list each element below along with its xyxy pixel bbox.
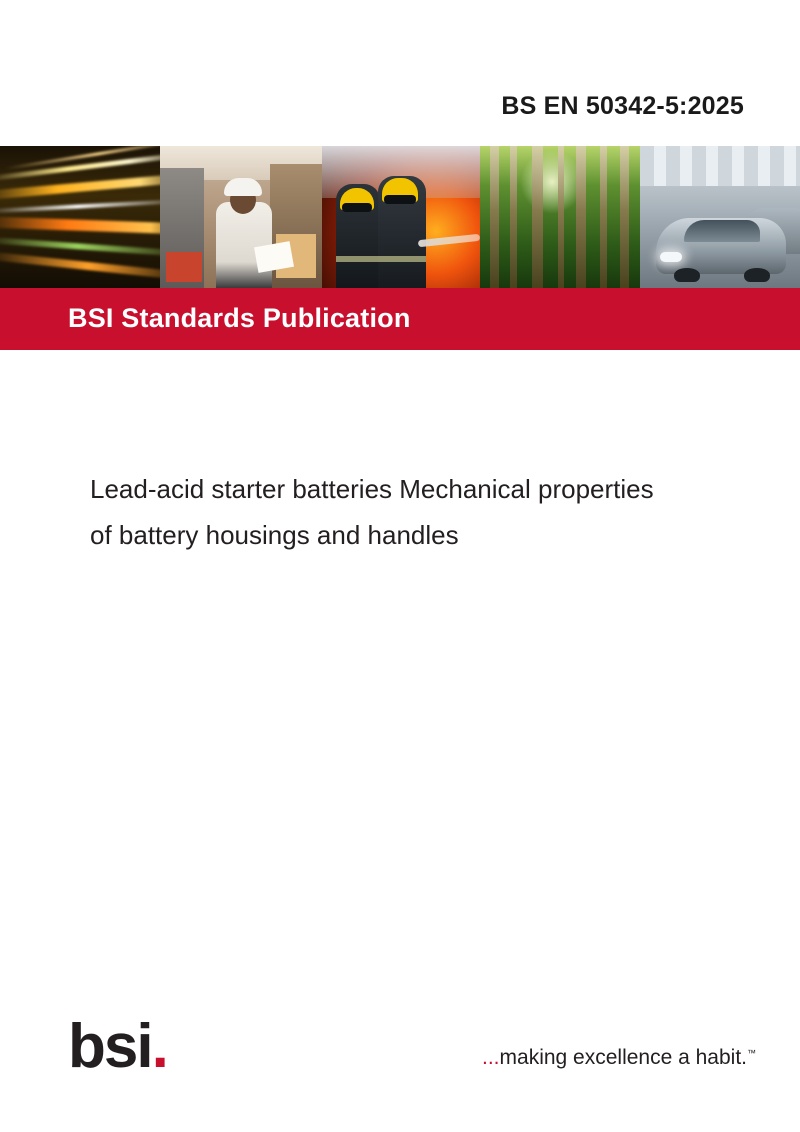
photo-firefighters: [322, 146, 480, 288]
photo-light-trails: [0, 146, 160, 288]
tagline-text: making excellence a habit.: [499, 1046, 747, 1069]
cover-photo-strip: [0, 146, 800, 288]
photo-forest: [480, 146, 640, 288]
tagline-leading-dots: ...: [482, 1046, 500, 1069]
bsi-logo-wordmark: bsi: [68, 1012, 152, 1081]
standard-number: BS EN 50342-5:2025: [501, 92, 744, 120]
page-title-line-2: of battery housings and handles: [90, 520, 459, 550]
bsi-logo-dot: .: [151, 1012, 167, 1081]
page-title: [90, 466, 800, 558]
photo-car-production: [640, 146, 800, 288]
bsi-logo: [68, 1012, 198, 1081]
publication-banner-label: BSI Standards Publication: [68, 303, 411, 333]
page-title-line-1: Lead-acid starter batteries Mechanical properties: [90, 474, 654, 504]
photo-warehouse-worker: [160, 146, 322, 288]
bsi-tagline: [482, 1046, 756, 1070]
tagline-trademark: ™: [747, 1048, 756, 1058]
publication-banner: [0, 288, 800, 350]
